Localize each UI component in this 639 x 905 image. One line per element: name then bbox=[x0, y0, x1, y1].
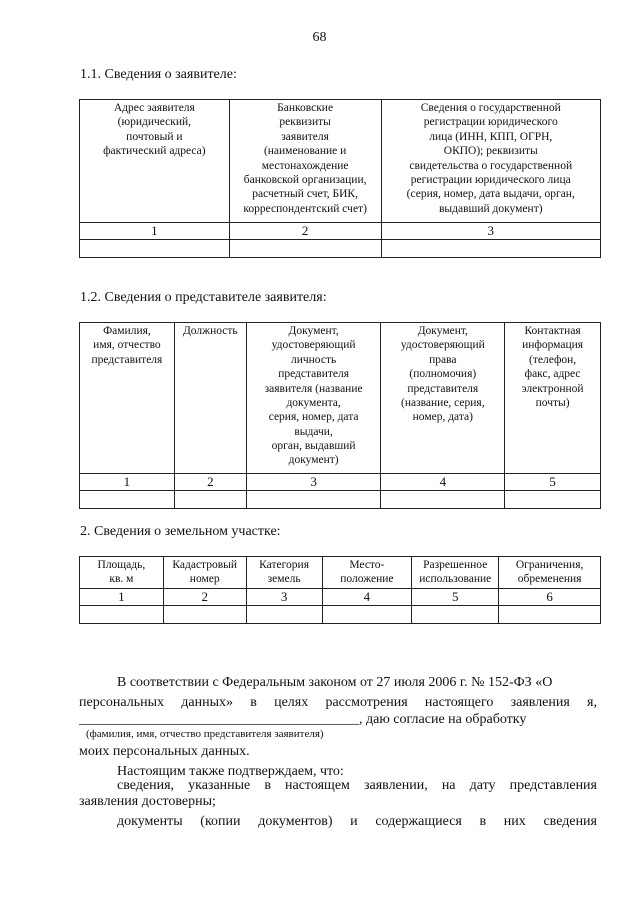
column-number: 1 bbox=[80, 223, 230, 240]
confirm-line: заявления достоверны; bbox=[79, 794, 216, 809]
empty-cell bbox=[322, 606, 412, 624]
header-line: ОКПО); реквизиты bbox=[443, 145, 538, 158]
header-cell bbox=[229, 100, 381, 223]
header-cell bbox=[174, 323, 246, 474]
header-line: серия, номер, дата bbox=[268, 411, 359, 424]
table-header-row bbox=[80, 323, 601, 474]
column-number-row bbox=[80, 474, 601, 491]
header-line: удостоверяющий bbox=[400, 339, 485, 352]
empty-data-row bbox=[80, 606, 601, 624]
header-line: Контактная bbox=[524, 325, 581, 337]
empty-cell bbox=[80, 240, 230, 258]
header-line: заявителя bbox=[281, 130, 329, 143]
consent-name-line bbox=[79, 710, 597, 730]
column-number-row bbox=[80, 588, 601, 605]
header-line: выдавший документ) bbox=[438, 202, 543, 215]
column-number-row bbox=[80, 223, 601, 240]
section-heading-land-plot: 2. Сведения о земельном участке: bbox=[80, 524, 281, 539]
header-line: использование bbox=[419, 573, 492, 586]
empty-cell bbox=[163, 606, 246, 624]
header-line: удостоверяющий bbox=[271, 339, 356, 352]
header-line: представителя bbox=[91, 353, 163, 366]
column-number: 4 bbox=[322, 588, 412, 605]
header-line: личность bbox=[290, 353, 337, 366]
header-line: документ) bbox=[288, 454, 339, 467]
consent-line-tail: , даю согласие на обработку bbox=[359, 712, 527, 727]
header-line: банковской организации, bbox=[243, 173, 367, 186]
header-line: выдачи, bbox=[294, 425, 333, 438]
header-cell bbox=[80, 100, 230, 223]
name-field-caption: (фамилия, имя, отчество представителя заявителя) bbox=[86, 728, 324, 740]
header-line: (серия, номер, дата выдачи, орган, bbox=[406, 188, 575, 201]
header-line: факс, адрес bbox=[524, 368, 581, 381]
name-blank-line: ________________________________________ bbox=[79, 712, 359, 727]
empty-data-row bbox=[80, 491, 601, 509]
header-line: лица (ИНН, КПП, ОГРН, bbox=[429, 130, 553, 143]
header-line: заявителя (название bbox=[264, 382, 363, 395]
empty-cell bbox=[505, 491, 601, 509]
empty-cell bbox=[80, 606, 164, 624]
column-number: 2 bbox=[229, 223, 381, 240]
header-line: Должность bbox=[182, 325, 238, 337]
empty-cell bbox=[381, 491, 505, 509]
header-line: номер, дата) bbox=[412, 411, 473, 424]
header-cell bbox=[80, 557, 164, 589]
column-number: 1 bbox=[80, 474, 175, 491]
header-line: номер bbox=[189, 573, 220, 586]
header-line: Документ, bbox=[417, 325, 468, 337]
representative-table bbox=[79, 322, 601, 509]
header-line: права bbox=[429, 353, 457, 366]
header-line: Банковские bbox=[277, 102, 334, 114]
header-line: регистрации юридического лица bbox=[410, 173, 571, 186]
empty-cell bbox=[246, 606, 322, 624]
header-line: Разрешенное bbox=[423, 559, 488, 571]
header-line: (полномочия) bbox=[409, 368, 477, 381]
empty-cell bbox=[246, 491, 381, 509]
header-line: (наименование и bbox=[263, 145, 347, 158]
column-number: 5 bbox=[412, 588, 499, 605]
header-line: положение bbox=[340, 573, 394, 586]
column-number: 1 bbox=[80, 588, 164, 605]
header-cell bbox=[163, 557, 246, 589]
land-plot-table bbox=[79, 556, 601, 624]
empty-cell bbox=[229, 240, 381, 258]
header-line: представителя bbox=[407, 382, 479, 395]
header-line: орган, выдавший bbox=[271, 440, 356, 452]
column-number: 6 bbox=[499, 588, 601, 605]
header-line: расчетный счет, БИК, bbox=[252, 188, 358, 201]
applicant-table bbox=[79, 99, 601, 258]
header-cell bbox=[80, 323, 175, 474]
header-line: регистрации юридического bbox=[423, 116, 558, 129]
header-line: местонахождение bbox=[261, 159, 349, 172]
header-line: свидетельства о государственной bbox=[409, 159, 573, 172]
column-number: 3 bbox=[381, 223, 600, 240]
header-cell bbox=[381, 100, 600, 223]
header-line: почты) bbox=[535, 396, 570, 409]
header-line: Фамилия, bbox=[103, 325, 151, 337]
header-line: обременения bbox=[517, 573, 582, 586]
header-cell bbox=[246, 323, 381, 474]
consent-line: моих персональных данных. bbox=[79, 744, 250, 759]
header-cell bbox=[246, 557, 322, 589]
header-line: (телефон, bbox=[529, 353, 577, 366]
section-heading-applicant: 1.1. Сведения о заявителе: bbox=[80, 67, 237, 82]
header-line: Адрес заявителя bbox=[113, 102, 195, 114]
column-number: 4 bbox=[381, 474, 505, 491]
confirm-line: сведения, указанные в настоящем заявлении, на дату представления bbox=[117, 778, 597, 793]
confirm-line: документы (копии документов) и содержащиеся в них сведения bbox=[117, 814, 597, 829]
empty-cell bbox=[499, 606, 601, 624]
header-line: кв. м bbox=[109, 573, 134, 586]
header-line: Ограничения, bbox=[515, 559, 584, 571]
header-line: Кадастровый bbox=[172, 559, 238, 571]
header-line: представителя bbox=[278, 368, 350, 381]
header-line: имя, отчество bbox=[93, 339, 161, 352]
consent-line: В соответствии с Федеральным законом от 27 июля 2006 г. № 152-ФЗ «О bbox=[117, 675, 553, 690]
column-number: 2 bbox=[174, 474, 246, 491]
header-line: Категория bbox=[259, 559, 309, 571]
header-cell bbox=[499, 557, 601, 589]
header-line: земель bbox=[267, 573, 301, 586]
header-cell bbox=[505, 323, 601, 474]
header-cell bbox=[381, 323, 505, 474]
header-line: (название, серия, bbox=[401, 396, 485, 409]
header-line: Площадь, bbox=[97, 559, 146, 571]
header-cell bbox=[412, 557, 499, 589]
header-line: информация bbox=[522, 339, 584, 352]
consent-line: персональных данных» в целях рассмотрения настоящего заявления я, bbox=[79, 695, 597, 710]
empty-cell bbox=[381, 240, 600, 258]
header-line: корреспондентский счет) bbox=[243, 202, 367, 215]
header-line: фактический адреса) bbox=[103, 145, 206, 158]
empty-cell bbox=[174, 491, 246, 509]
section-heading-representative: 1.2. Сведения о представителе заявителя: bbox=[80, 290, 327, 305]
table-header-row bbox=[80, 100, 601, 223]
header-line: (юридический, bbox=[117, 116, 192, 129]
empty-data-row bbox=[80, 240, 601, 258]
page-number: 68 bbox=[312, 30, 327, 45]
header-cell bbox=[322, 557, 412, 589]
column-number: 3 bbox=[246, 588, 322, 605]
header-line: Документ, bbox=[288, 325, 339, 337]
header-line: документа, bbox=[286, 396, 341, 409]
confirm-line: Настоящим также подтверждаем, что: bbox=[117, 764, 344, 779]
empty-cell bbox=[412, 606, 499, 624]
header-line: почтовый и bbox=[126, 130, 183, 143]
table-header-row bbox=[80, 557, 601, 589]
column-number: 3 bbox=[246, 474, 381, 491]
header-line: Место- bbox=[349, 559, 385, 571]
column-number: 2 bbox=[163, 588, 246, 605]
header-line: реквизиты bbox=[279, 116, 331, 129]
header-line: Сведения о государственной bbox=[420, 102, 561, 114]
empty-cell bbox=[80, 491, 175, 509]
column-number: 5 bbox=[505, 474, 601, 491]
header-line: электронной bbox=[521, 382, 584, 395]
